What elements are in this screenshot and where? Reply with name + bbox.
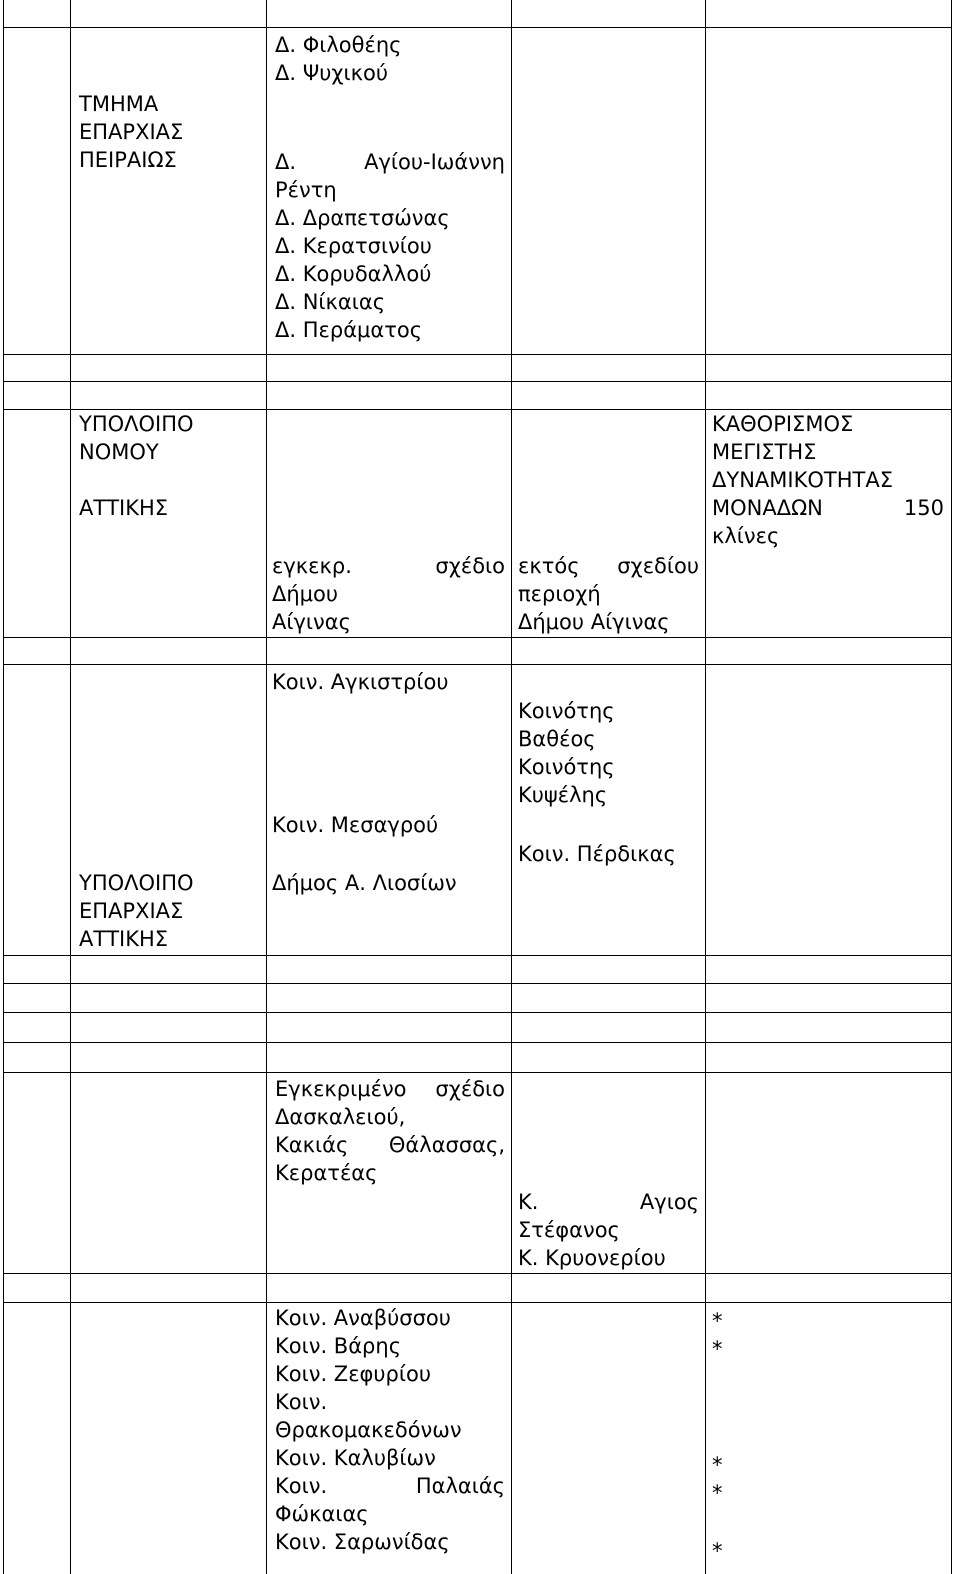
word: Εγκεκριμένο (275, 1077, 407, 1101)
community-line (518, 1188, 699, 1216)
community-name: Κοιν. Αγκιστρίου (272, 670, 449, 694)
region-label-line: ΑΤΤΙΚΗΣ (79, 927, 169, 951)
word: Θάλασσας, (388, 1133, 505, 1157)
community-mesagros (272, 811, 438, 839)
region-label-line: ΠΕΙΡΑΙΩΣ (79, 148, 177, 172)
approved-plan-daskaleio (275, 1075, 505, 1187)
grid-line-h (3, 637, 952, 638)
municipality: Δ. Δραπετσώνας (275, 206, 450, 230)
word: Κοιν. (275, 1474, 328, 1498)
list-item: Κοιν. Βάρης (275, 1334, 402, 1358)
word: εγκεκρ. (272, 554, 352, 578)
word: Δ. (275, 150, 297, 174)
community-agkistri (272, 668, 448, 696)
region-label-line: ΝΟΜΟΥ (79, 440, 159, 464)
list-item: Φώκαιας (275, 1502, 369, 1526)
grid-line-h (3, 1072, 952, 1073)
piraeus-municipalities-2 (275, 148, 505, 344)
municipality: Δ. Ψυχικού (275, 61, 389, 85)
plan-line (518, 552, 699, 580)
list-item: Κοιν. Καλυβίων (275, 1446, 436, 1470)
plan-line: Δασκαλειού, (275, 1105, 406, 1129)
grid-line-h (3, 1012, 952, 1013)
word: Αγίου-Ιωάννη (364, 150, 505, 174)
municipality: Δ. Κορυδαλλού (275, 262, 432, 286)
community-name: Κοιν. Μεσαγρού (272, 813, 439, 837)
word: σχέδιο (435, 1077, 505, 1101)
municipality: Δ. Κερατσινίου (275, 234, 432, 258)
list-item: Θρακομακεδόνων (275, 1418, 462, 1442)
list-item: Κοιν. Ζεφυρίου (275, 1362, 431, 1386)
capacity-limit-note (712, 410, 944, 550)
plan-line: περιοχή (518, 582, 601, 606)
piraeus-municipalities (275, 31, 401, 87)
approved-plan-aegina (272, 552, 505, 636)
word: 150 (903, 496, 944, 520)
region-label-line: ΕΠΑΡΧΙΑΣ (79, 120, 184, 144)
word: σχεδίου (617, 554, 699, 578)
region-label-rest-prefecture (79, 410, 194, 466)
communities-list (275, 1304, 505, 1556)
plan-line: Δήμου (272, 582, 339, 606)
note-line: ΔΥΝΑΜΙΚΟΤΗΤΑΣ (712, 468, 893, 492)
asterisk-mark: * (712, 1337, 723, 1361)
community-name: Βαθέος (518, 727, 596, 751)
grid-line-h (3, 664, 952, 665)
grid-line-v (70, 0, 71, 1574)
list-item: Κοιν. Αναβύσσου (275, 1306, 451, 1330)
outside-plan-aegina (518, 552, 699, 636)
region-label-rest-province (79, 869, 194, 953)
plan-line (275, 1075, 505, 1103)
plan-line: Αίγινας (272, 610, 351, 634)
list-item: Κοιν. Σαρωνίδας (275, 1530, 450, 1554)
community-name: Κοιν. Πέρδικας (518, 842, 676, 866)
region-label-line: ΕΠΑΡΧΙΑΣ (79, 899, 184, 923)
municipality: Δ. Περάματος (275, 318, 423, 342)
word: Παλαιάς (415, 1474, 505, 1498)
municipality-ano-liosia (272, 869, 457, 897)
asterisk-mark: * (712, 1539, 723, 1563)
asterisk-mark: * (712, 1481, 723, 1505)
grid-line-h (3, 354, 952, 355)
communities-vathi-kypseli (518, 697, 615, 809)
note-line: κλίνες (712, 524, 780, 548)
region-label-line: ΥΠΟΛΟΙΠΟ (79, 412, 194, 436)
grid-line-h (3, 381, 952, 382)
grid-line-v (266, 0, 267, 1574)
community-name: Κοινότης (518, 699, 615, 723)
grid-line-h (3, 1042, 952, 1043)
community-perdika (518, 840, 676, 868)
municipality (275, 148, 505, 176)
word: εκτός (518, 554, 580, 578)
region-label-piraeus (79, 90, 183, 174)
plan-line: Κερατέας (275, 1161, 378, 1185)
word: Κακιάς (275, 1133, 349, 1157)
word: σχέδιο (435, 554, 505, 578)
grid-line-h (3, 983, 952, 984)
asterisk-mark: * (712, 1309, 723, 1333)
list-item (275, 1472, 505, 1500)
region-label-line: ΥΠΟΛΟΙΠΟ (79, 871, 194, 895)
note-line (712, 494, 944, 522)
community-line: Κ. Κρυονερίου (518, 1246, 666, 1270)
grid-line-v (951, 0, 952, 1574)
communities-agios-stefanos (518, 1188, 699, 1272)
note-line: ΜΕΓΙΣΤΗΣ (712, 440, 817, 464)
community-line: Στέφανος (518, 1218, 620, 1242)
grid-line-h (3, 1302, 952, 1303)
plan-line (275, 1131, 505, 1159)
asterisk-mark: * (712, 1453, 723, 1477)
grid-line-h (3, 955, 952, 956)
region-label-rest-prefecture-2 (79, 494, 168, 522)
word: ΜΟΝΑΔΩΝ (712, 496, 823, 520)
municipality: Δ. Νίκαιας (275, 290, 386, 314)
community-name: Δήμος Α. Λιοσίων (272, 871, 457, 895)
community-name: Κυψέλης (518, 783, 608, 807)
municipality: Ρέντη (275, 178, 337, 202)
region-label-line: ΤΜΗΜΑ (79, 92, 159, 116)
plan-line (272, 552, 505, 580)
grid-line-h (3, 1273, 952, 1274)
grid-line-v (705, 0, 706, 1574)
grid-line-h (3, 27, 952, 28)
plan-line: Δήμου Αίγινας (518, 610, 670, 634)
grid-line-v (511, 0, 512, 1574)
word: Κ. (518, 1190, 539, 1214)
grid-line-v (3, 0, 4, 1574)
note-line: ΚΑΘΟΡΙΣΜΟΣ (712, 412, 854, 436)
community-name: Κοινότης (518, 755, 615, 779)
region-label-line: ΑΤΤΙΚΗΣ (79, 496, 169, 520)
list-item: Κοιν. (275, 1390, 328, 1414)
municipality: Δ. Φιλοθέης (275, 33, 402, 57)
word: Αγιος (639, 1190, 699, 1214)
